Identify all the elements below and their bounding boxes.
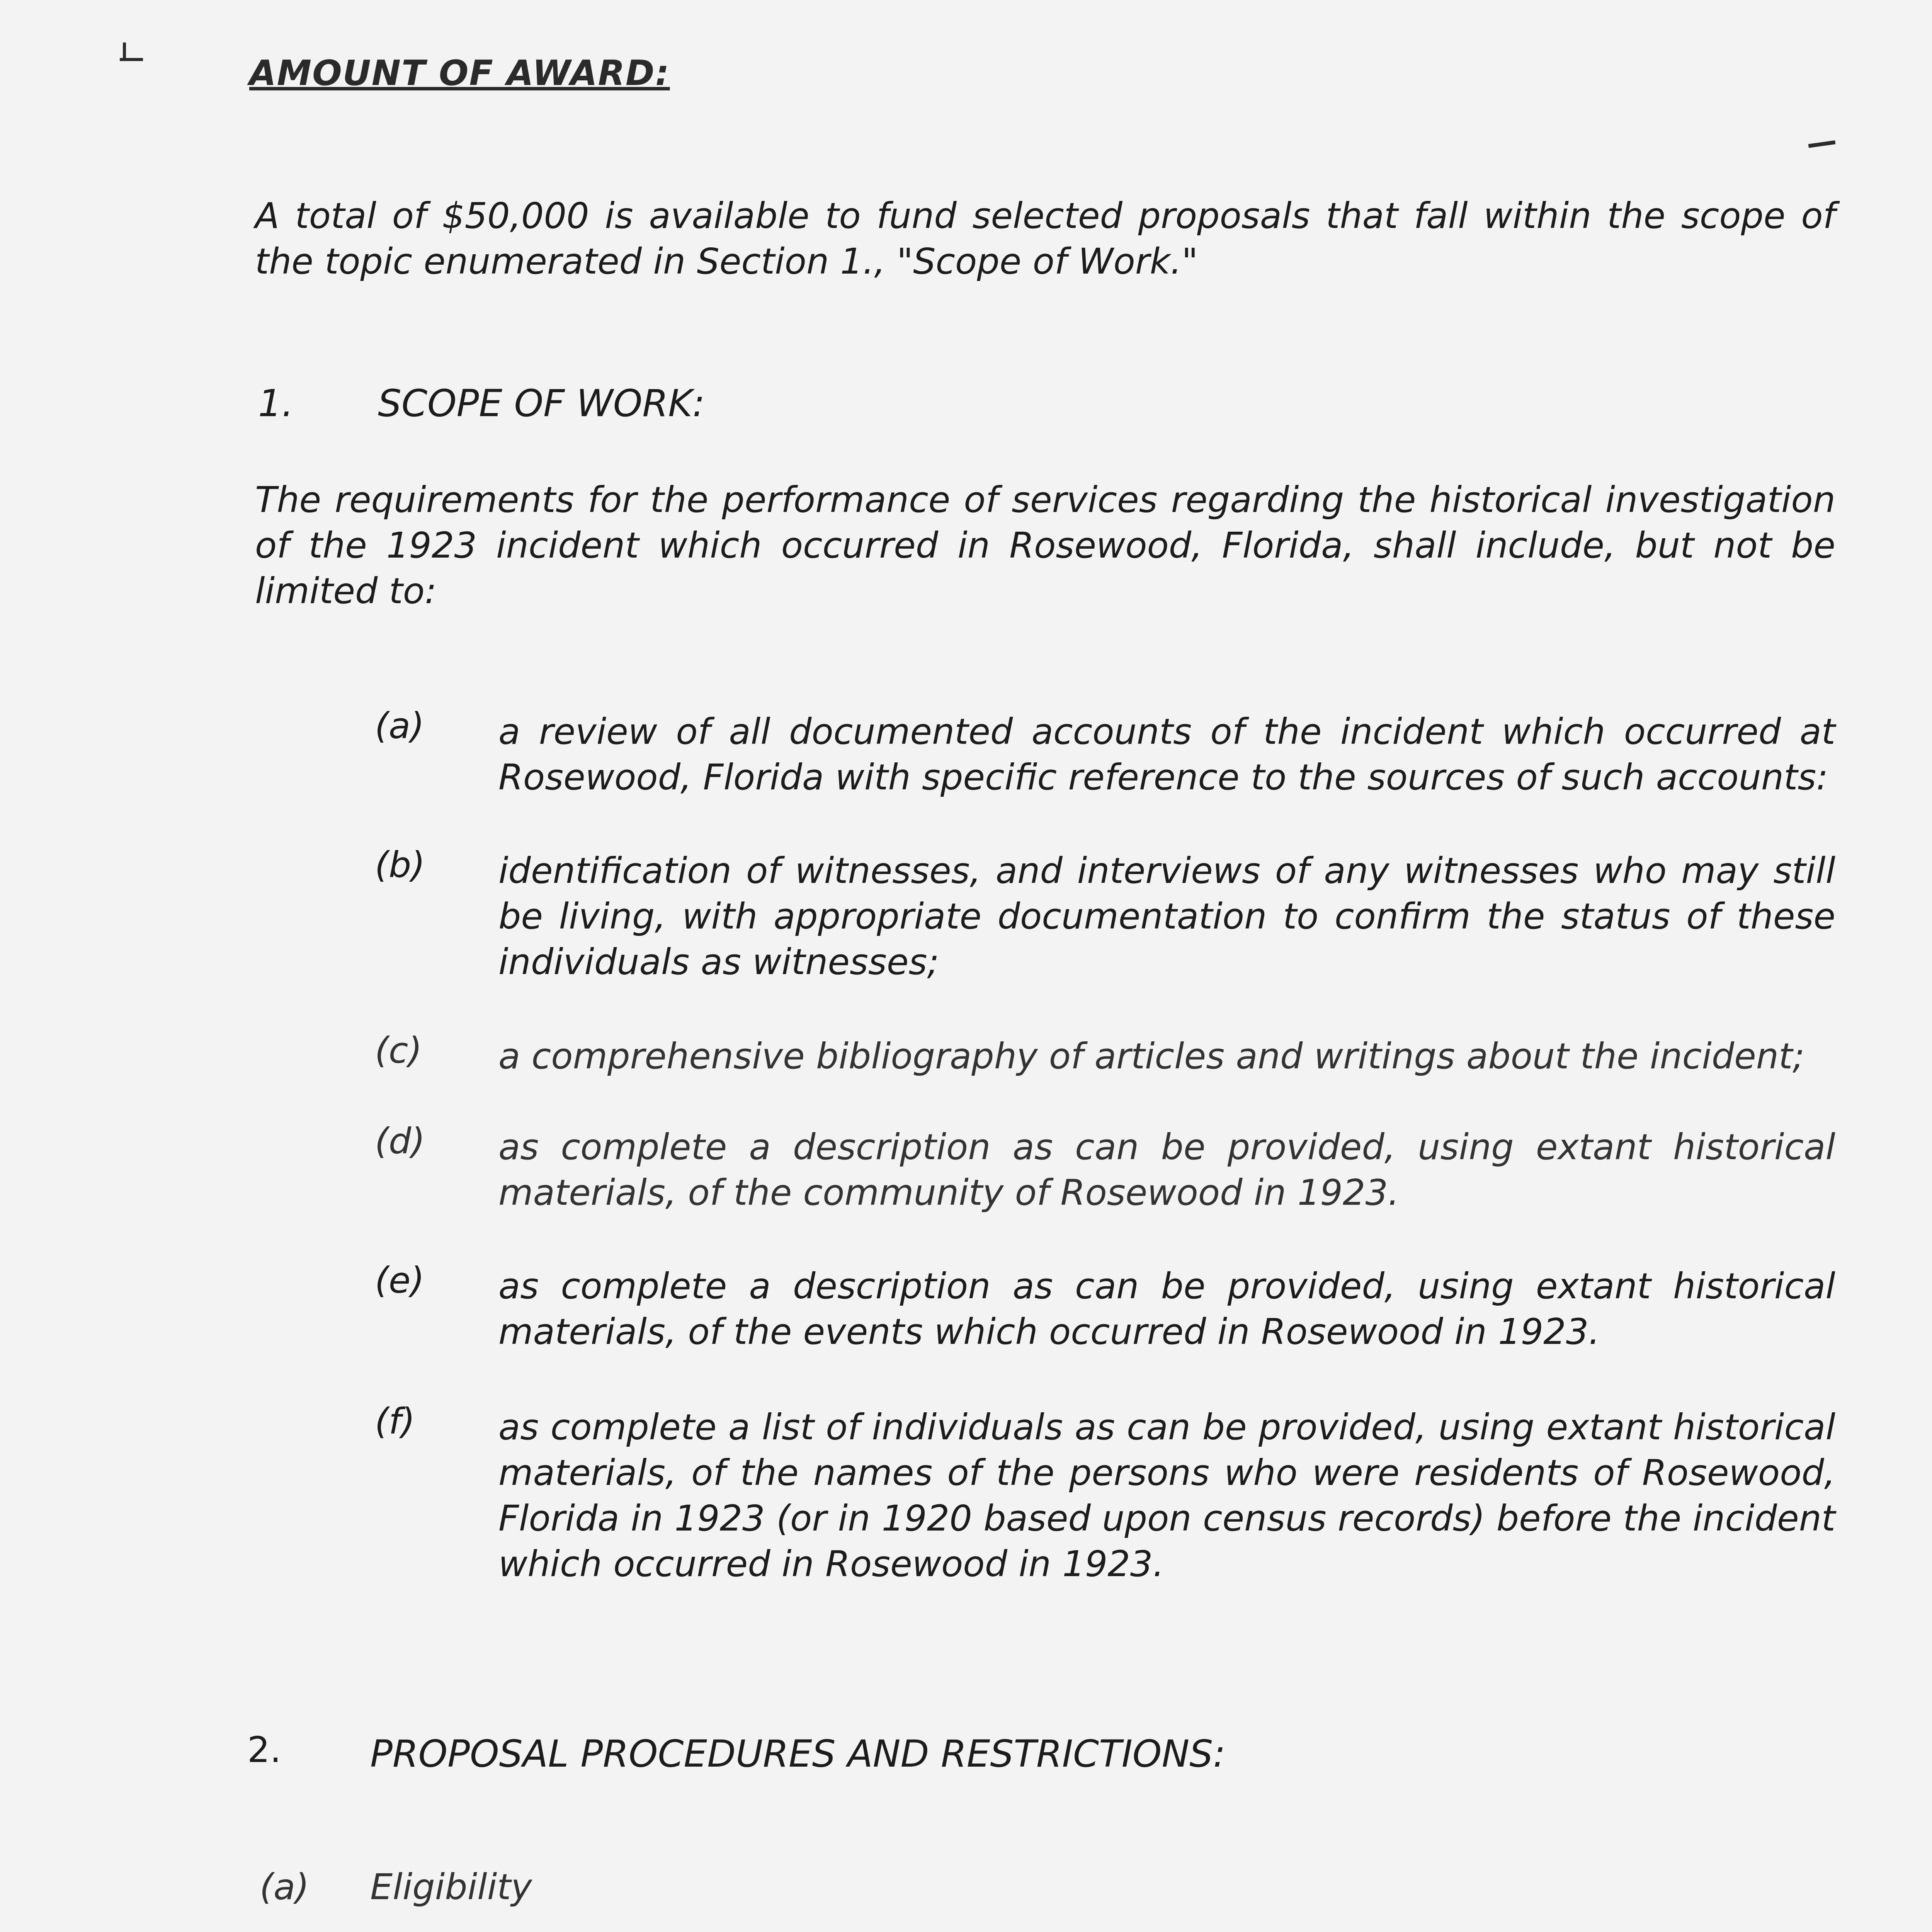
scope-item-f-text: as complete a list of individuals as can be provided, using extant historical materials, of the names of the persons who were residents of Rosewood, Florida in 1923 (or in 1920 based upon census records) before the incident which occurred in Rosewood in 1923. [498,1406,1835,1585]
scope-item-b-letter: (b) [375,844,425,886]
scan-mark-top-left-2 [123,43,126,58]
section-2-title: PROPOSAL PROCEDURES AND RESTRICTIONS: [370,1732,1226,1776]
scope-item-b-text: identification of witnesses, and interviews of any witnesses who may still be living, with appropriate documentation to confirm the status of these individuals as witnesses; [498,850,1835,983]
scope-item-d-text: as complete a description as can be provided, using extant historical materials, of the community of Rosewood in 1923. [498,1126,1835,1213]
scope-item-f-letter: (f) [375,1401,415,1442]
scope-item-c-text: a comprehensive bibliography of articles and writings about the incident; [498,1036,1805,1077]
section-1-title: SCOPE OF WORK: [378,382,705,425]
scope-item-c-letter: (c) [375,1030,422,1071]
scan-mark-top-left [120,58,143,61]
scope-item-a-text: a review of all documented accounts of the incident which occurred at Rosewood, Florida with specific reference to the sources of such accounts: [498,711,1835,798]
eligibility-title: Eligibility [370,1866,532,1908]
section-1-number: 1. [258,382,294,425]
scope-item-a-letter: (a) [375,705,425,747]
eligibility-letter: (a) [260,1866,310,1908]
award-heading: AMOUNT OF AWARD: [249,53,670,94]
scope-item-d-letter: (d) [375,1121,425,1162]
scope-item-e-letter: (e) [375,1260,425,1301]
scan-mark-right [1808,140,1836,148]
section-2-number: 2. [247,1729,281,1770]
scope-intro-paragraph: The requirements for the performance of services regarding the historical investigation of the 1923 incident which occurred in Rosewood, Florida, shall include, but not be limited to: [255,479,1835,612]
scope-item-e-text: as complete a description as can be provided, using extant historical materials, of the events which occurred in Rosewood in 1923. [498,1265,1835,1352]
award-paragraph: A total of $50,000 is available to fund selected proposals that fall within the scope of the topic enumerated in Section 1., "Scope of Work." [255,195,1835,282]
